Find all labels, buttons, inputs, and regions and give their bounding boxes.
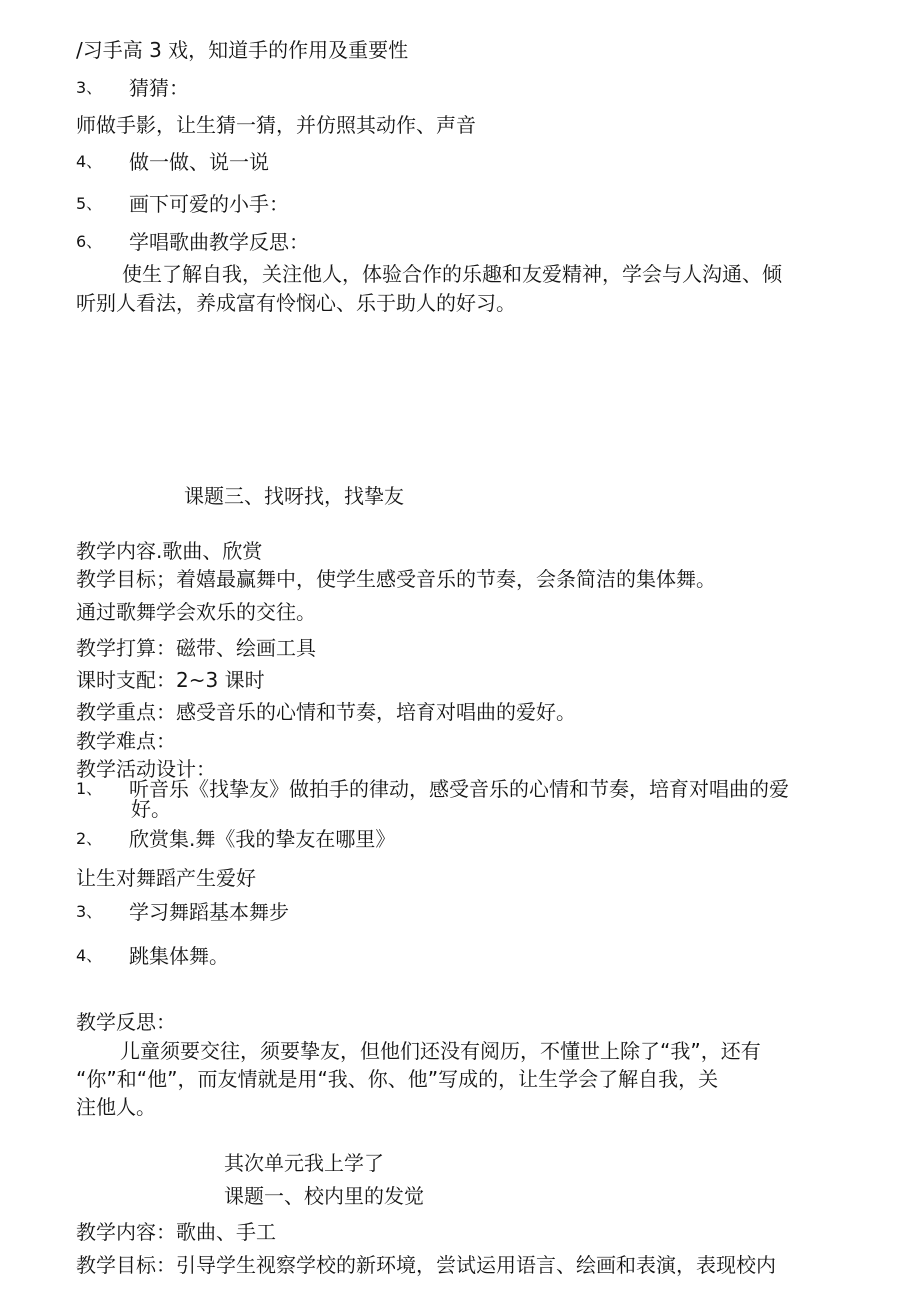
- teaching-prep: 教学打算：磁带、绘画工具: [76, 636, 316, 660]
- item-number: 5、: [76, 194, 103, 213]
- item-text: 学唱歌曲教学反思：: [129, 230, 309, 254]
- item-number: 1、: [76, 779, 103, 798]
- item-text: 欣赏集.舞《我的挚友在哪里》: [129, 827, 396, 851]
- item-text: 跳集体舞。: [129, 944, 229, 968]
- reflection-line: 注他人。: [76, 1095, 156, 1119]
- teaching-goal: 教学目标；着嬉最赢舞中，使学生感受音乐的节奏，会条简洁的集体舞。: [76, 567, 716, 591]
- teaching-goal: 教学目标：引导学生视察学校的新环境，尝试运用语言、绘画和表演，表现校内: [76, 1253, 776, 1277]
- reflection-line: 儿童须要交往，须要挚友，但他们还没有阅历，不懂世上除了“我”，还有: [120, 1039, 761, 1063]
- item-number: 2、: [76, 829, 103, 848]
- item-text: 学习舞蹈基本舞步: [129, 900, 289, 924]
- item-text: 画下可爱的小手：: [129, 192, 289, 216]
- teaching-goal-cont: 通过歌舞学会欢乐的交往。: [76, 600, 316, 624]
- item-text: 做一做、说一说: [129, 150, 269, 174]
- item-number: 6、: [76, 232, 103, 251]
- teaching-key: 教学重点：感受音乐的心情和节奏，培育对唱曲的爱好。: [76, 700, 576, 724]
- item-text: 听音乐《找挚友》做拍手的律动，感受音乐的心情和节奏，培育对唱曲的爱: [129, 777, 789, 801]
- item-number: 4、: [76, 946, 103, 965]
- lesson-title: 课题三、找呀找，找挚友: [184, 484, 404, 508]
- text-line: 师做手影，让生猜一猜，并仿照其动作、声音: [76, 113, 476, 137]
- activity-design: 教学活动设计：: [76, 757, 216, 781]
- reflection-line: 听别人看法，养成富有怜悯心、乐于助人的好习。: [76, 291, 516, 315]
- text-line: 让生对舞蹈产生爱好: [76, 866, 256, 890]
- teaching-content: 教学内容：歌曲、手工: [76, 1220, 276, 1244]
- item-number: 4、: [76, 152, 103, 171]
- reflection-heading: 教学反思：: [76, 1010, 176, 1034]
- item-number: 3、: [76, 902, 103, 921]
- unit-heading: 其次单元我上学了: [224, 1151, 384, 1175]
- item-text: 猜猜：: [129, 76, 189, 100]
- item-text-cont: 好。: [131, 797, 171, 821]
- teaching-hours: 课时支配：2~3 课时: [76, 668, 265, 692]
- lesson-title: 课题一、校内里的发觉: [224, 1184, 424, 1208]
- reflection-line: 使生了解自我，关注他人，体验合作的乐趣和友爱精神，学会与人沟通、倾: [122, 262, 782, 286]
- text-line: /习手高 3 戏，知道手的作用及重要性: [76, 38, 409, 62]
- teaching-content: 教学内容.歌曲、欣赏: [76, 539, 263, 563]
- reflection-line: “你”和“他”，而友情就是用“我、你、他”写成的，让生学会了解自我，关: [76, 1067, 719, 1091]
- teaching-difficulty: 教学难点：: [76, 729, 176, 753]
- item-number: 3、: [76, 78, 103, 97]
